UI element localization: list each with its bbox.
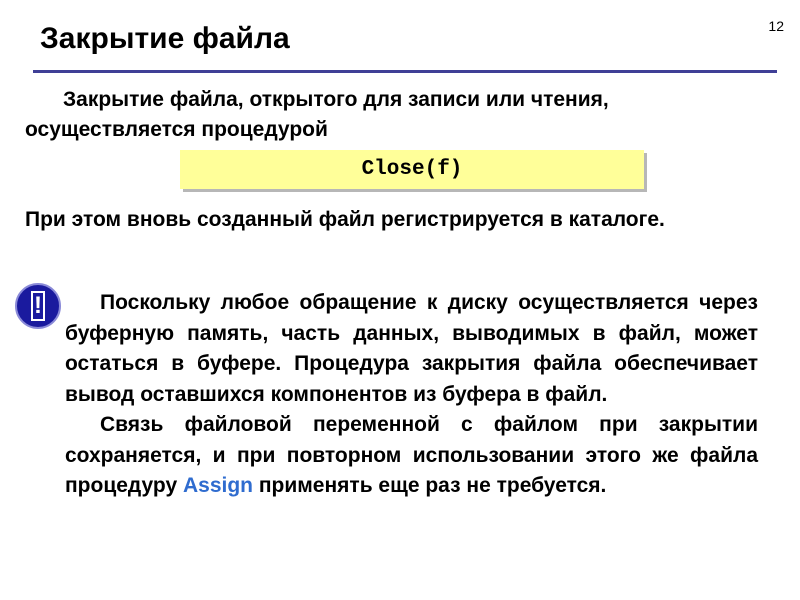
exclamation-icon [15,283,61,329]
assign-paragraph-end: применять еще раз не требуется. [253,474,607,497]
assign-paragraph-start: Связь файловой переменной с файлом при закрытии сохраняется, и при повторном использовании этого же файла процедуру [65,413,758,497]
assign-keyword: Assign [182,474,253,497]
code-box [180,150,644,189]
buffer-paragraph: Поскольку любое обращение к диску осуществляется через буферную память, часть данных, выводимых в файл, может остаться в буфере. Процедура закрытия файла обеспечивает вывод оставшихся компонентов из буфера в файл. [65,291,758,406]
slide-number: 12 [768,18,784,34]
catalog-note: При этом вновь созданный файл регистрируется в каталоге. [25,208,665,231]
exclamation-glyph: ! [31,291,45,321]
title-underline [33,70,777,73]
code-text: Close(f) [361,158,463,181]
slide-title: Закрытие файла [40,22,290,55]
intro-text: Закрытие файла, открытого для записи или чтения, осуществляется процедурой [25,88,609,141]
assign-paragraph [65,410,758,502]
body-text [65,288,758,502]
